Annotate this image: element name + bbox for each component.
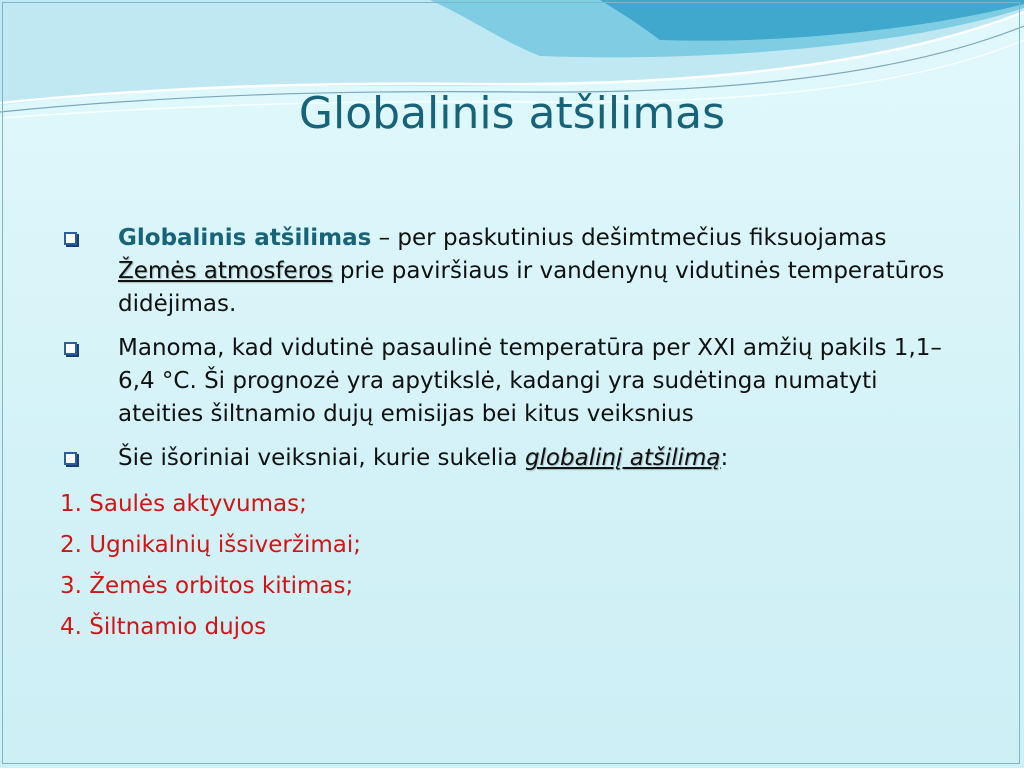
bullet-item-forecast	[60, 332, 960, 431]
bullet-text: :	[720, 445, 729, 471]
bullet-text: Šie išoriniai veiksniai, kurie sukelia	[118, 445, 525, 471]
factor-item: 2. Ugnikalnių išsiveržimai;	[60, 532, 361, 558]
bullet-item-factors-intro	[60, 442, 960, 475]
bullet-text: – per paskutinius dešimtmečius fiksuojamas	[371, 225, 887, 251]
factor-item: 3. Žemės orbitos kitimas;	[60, 573, 354, 599]
slide-content	[60, 222, 960, 652]
hollow-square-bullet-icon	[64, 342, 77, 355]
bullet-text: prie paviršiaus ir vandenynų vidutinės temperatūros didėjimas.	[118, 258, 945, 317]
factors-list	[60, 488, 960, 644]
global-warming-link[interactable]: globalinį atšilimą	[524, 445, 721, 471]
factor-item: 1. Saulės aktyvumas;	[60, 491, 307, 517]
hollow-square-bullet-icon	[64, 232, 77, 245]
factor-item: 4. Šiltnamio dujos	[60, 614, 267, 640]
bullet-item-definition	[60, 222, 960, 321]
slide-title: Globalinis atšilimas	[298, 88, 726, 139]
bullet-text: Manoma, kad vidutinė pasaulinė temperatūra per XXI amžių pakils 1,1–6,4 °C. Ši prognozė yra apytikslė, kadangi yra sudėtinga numatyti ateities šiltnamio dujų emisijas bei kitus veiksnius	[118, 335, 942, 427]
hollow-square-bullet-icon	[64, 452, 77, 465]
term-global-warming: Globalinis atšilimas	[118, 225, 372, 251]
earth-atmosphere-link[interactable]: Žemės atmosferos	[118, 258, 333, 284]
